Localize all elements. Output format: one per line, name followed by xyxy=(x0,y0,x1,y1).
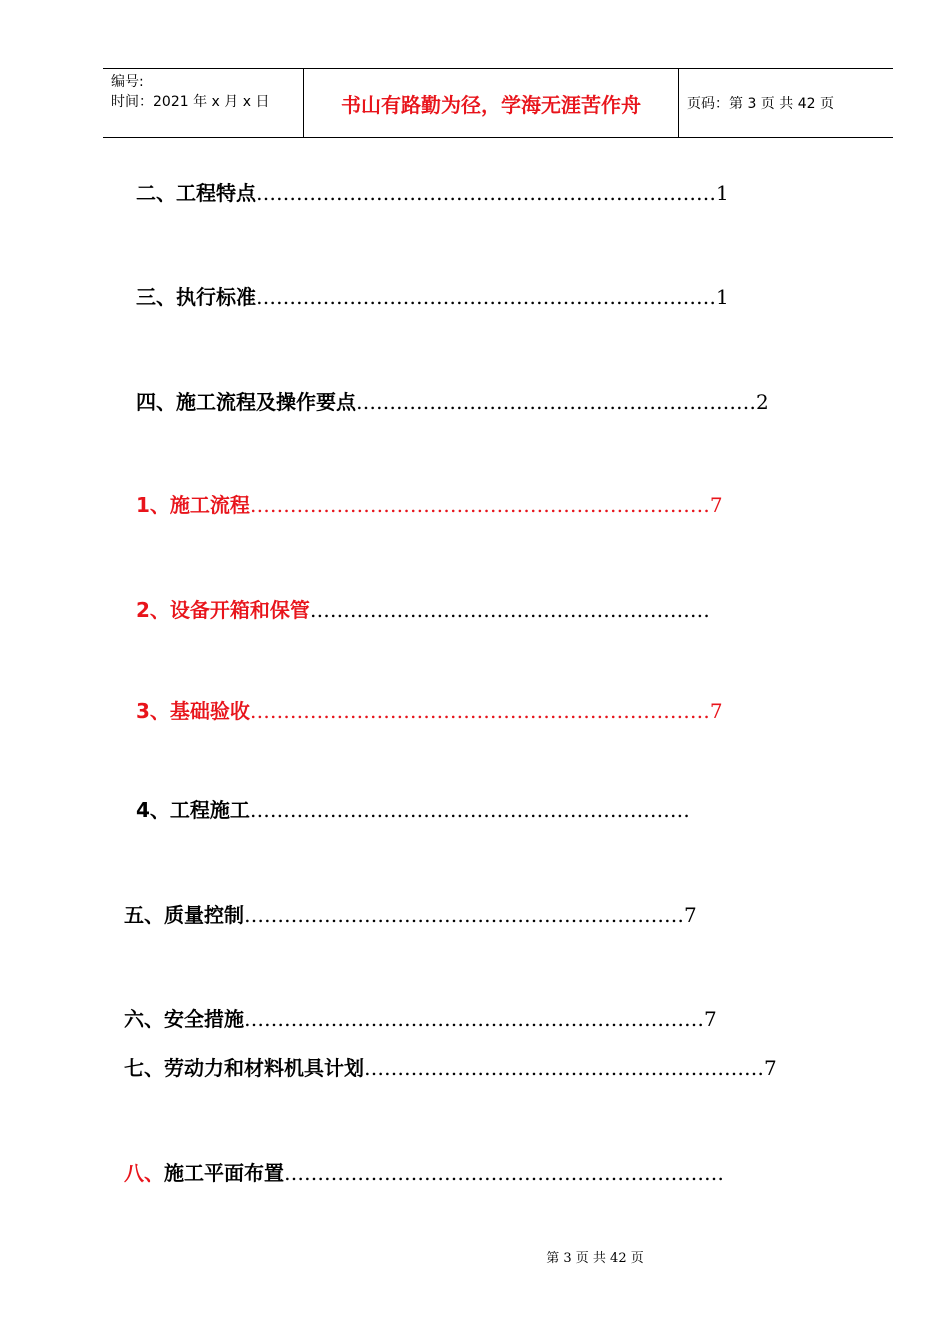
time-label: 时间：2021 年 x 月 x 日 xyxy=(111,94,270,110)
toc-entry-title: 二、工程特点 xyxy=(136,181,256,205)
toc-entry-page: 2 xyxy=(756,390,769,414)
toc-entry-title: 五、质量控制 xyxy=(124,903,244,927)
toc-entry-page: 7 xyxy=(709,699,723,723)
toc-entry-leader: …………………………………………………… xyxy=(364,1056,764,1080)
toc-entry-title: 四、施工流程及操作要点 xyxy=(136,390,356,414)
toc-entry-title: 七、劳动力和材料机具计划 xyxy=(124,1056,364,1080)
toc-entry-title: 六、安全措施 xyxy=(124,1007,244,1031)
toc-entry-page: 7 xyxy=(764,1056,777,1080)
header-page-info: 页码：第 3 页 共 42 页 xyxy=(687,96,834,112)
toc-entry-leader: …………………………………………………………… xyxy=(249,699,710,723)
toc-entry-page: 1 xyxy=(716,285,729,309)
toc-entry[interactable] xyxy=(124,1056,777,1080)
toc-entry-leader: …………………………………………………………… xyxy=(256,181,716,205)
toc-entry[interactable] xyxy=(124,1007,717,1031)
toc-entry-leader: ………………………………………………………… xyxy=(249,798,690,822)
toc-entry-leader: …………………………………………………… xyxy=(356,390,756,414)
number-label: 编号: xyxy=(111,74,144,90)
toc-entry-title: 三、执行标准 xyxy=(136,285,256,309)
toc-entry-title: 4、工程施工 xyxy=(136,798,250,822)
toc-entry[interactable] xyxy=(124,903,697,927)
toc-entry-title: 2、设备开箱和保管 xyxy=(136,598,310,622)
toc-entry-leader: …………………………………………………………… xyxy=(244,1007,704,1031)
toc-entry-leader: ………………………………………………………… xyxy=(284,1161,724,1185)
toc-entry-title: 八、施工平面布置 xyxy=(124,1161,284,1185)
toc-entry[interactable] xyxy=(136,493,723,517)
header-motto: 书山有路勤为径，学海无涯苦作舟 xyxy=(303,69,679,137)
toc-entry[interactable] xyxy=(136,181,729,205)
toc-entry-page: 1 xyxy=(716,181,729,205)
header-meta xyxy=(103,69,303,137)
page-footer: 第 3 页 共 42 页 xyxy=(546,1251,644,1266)
toc-entry[interactable] xyxy=(136,699,723,723)
toc-entry-title: 1、施工流程 xyxy=(136,493,250,517)
toc-entry-leader: …………………………………………………………… xyxy=(256,285,716,309)
page-header xyxy=(103,68,893,138)
toc-entry-leader: ………………………………………………………… xyxy=(244,903,684,927)
toc-entry[interactable] xyxy=(136,390,769,414)
toc-entry-leader: …………………………………………………………… xyxy=(249,493,710,517)
toc-entry[interactable] xyxy=(124,1161,724,1185)
toc-entry[interactable] xyxy=(136,598,710,622)
toc-entry-title: 3、基础验收 xyxy=(136,699,250,723)
toc-entry-page: 7 xyxy=(704,1007,717,1031)
toc-entry-leader: …………………………………………………… xyxy=(309,598,710,622)
toc-entry-page: 7 xyxy=(684,903,697,927)
toc-entry-page: 7 xyxy=(709,493,723,517)
toc-entry[interactable] xyxy=(136,798,690,822)
toc-entry[interactable] xyxy=(136,285,729,309)
